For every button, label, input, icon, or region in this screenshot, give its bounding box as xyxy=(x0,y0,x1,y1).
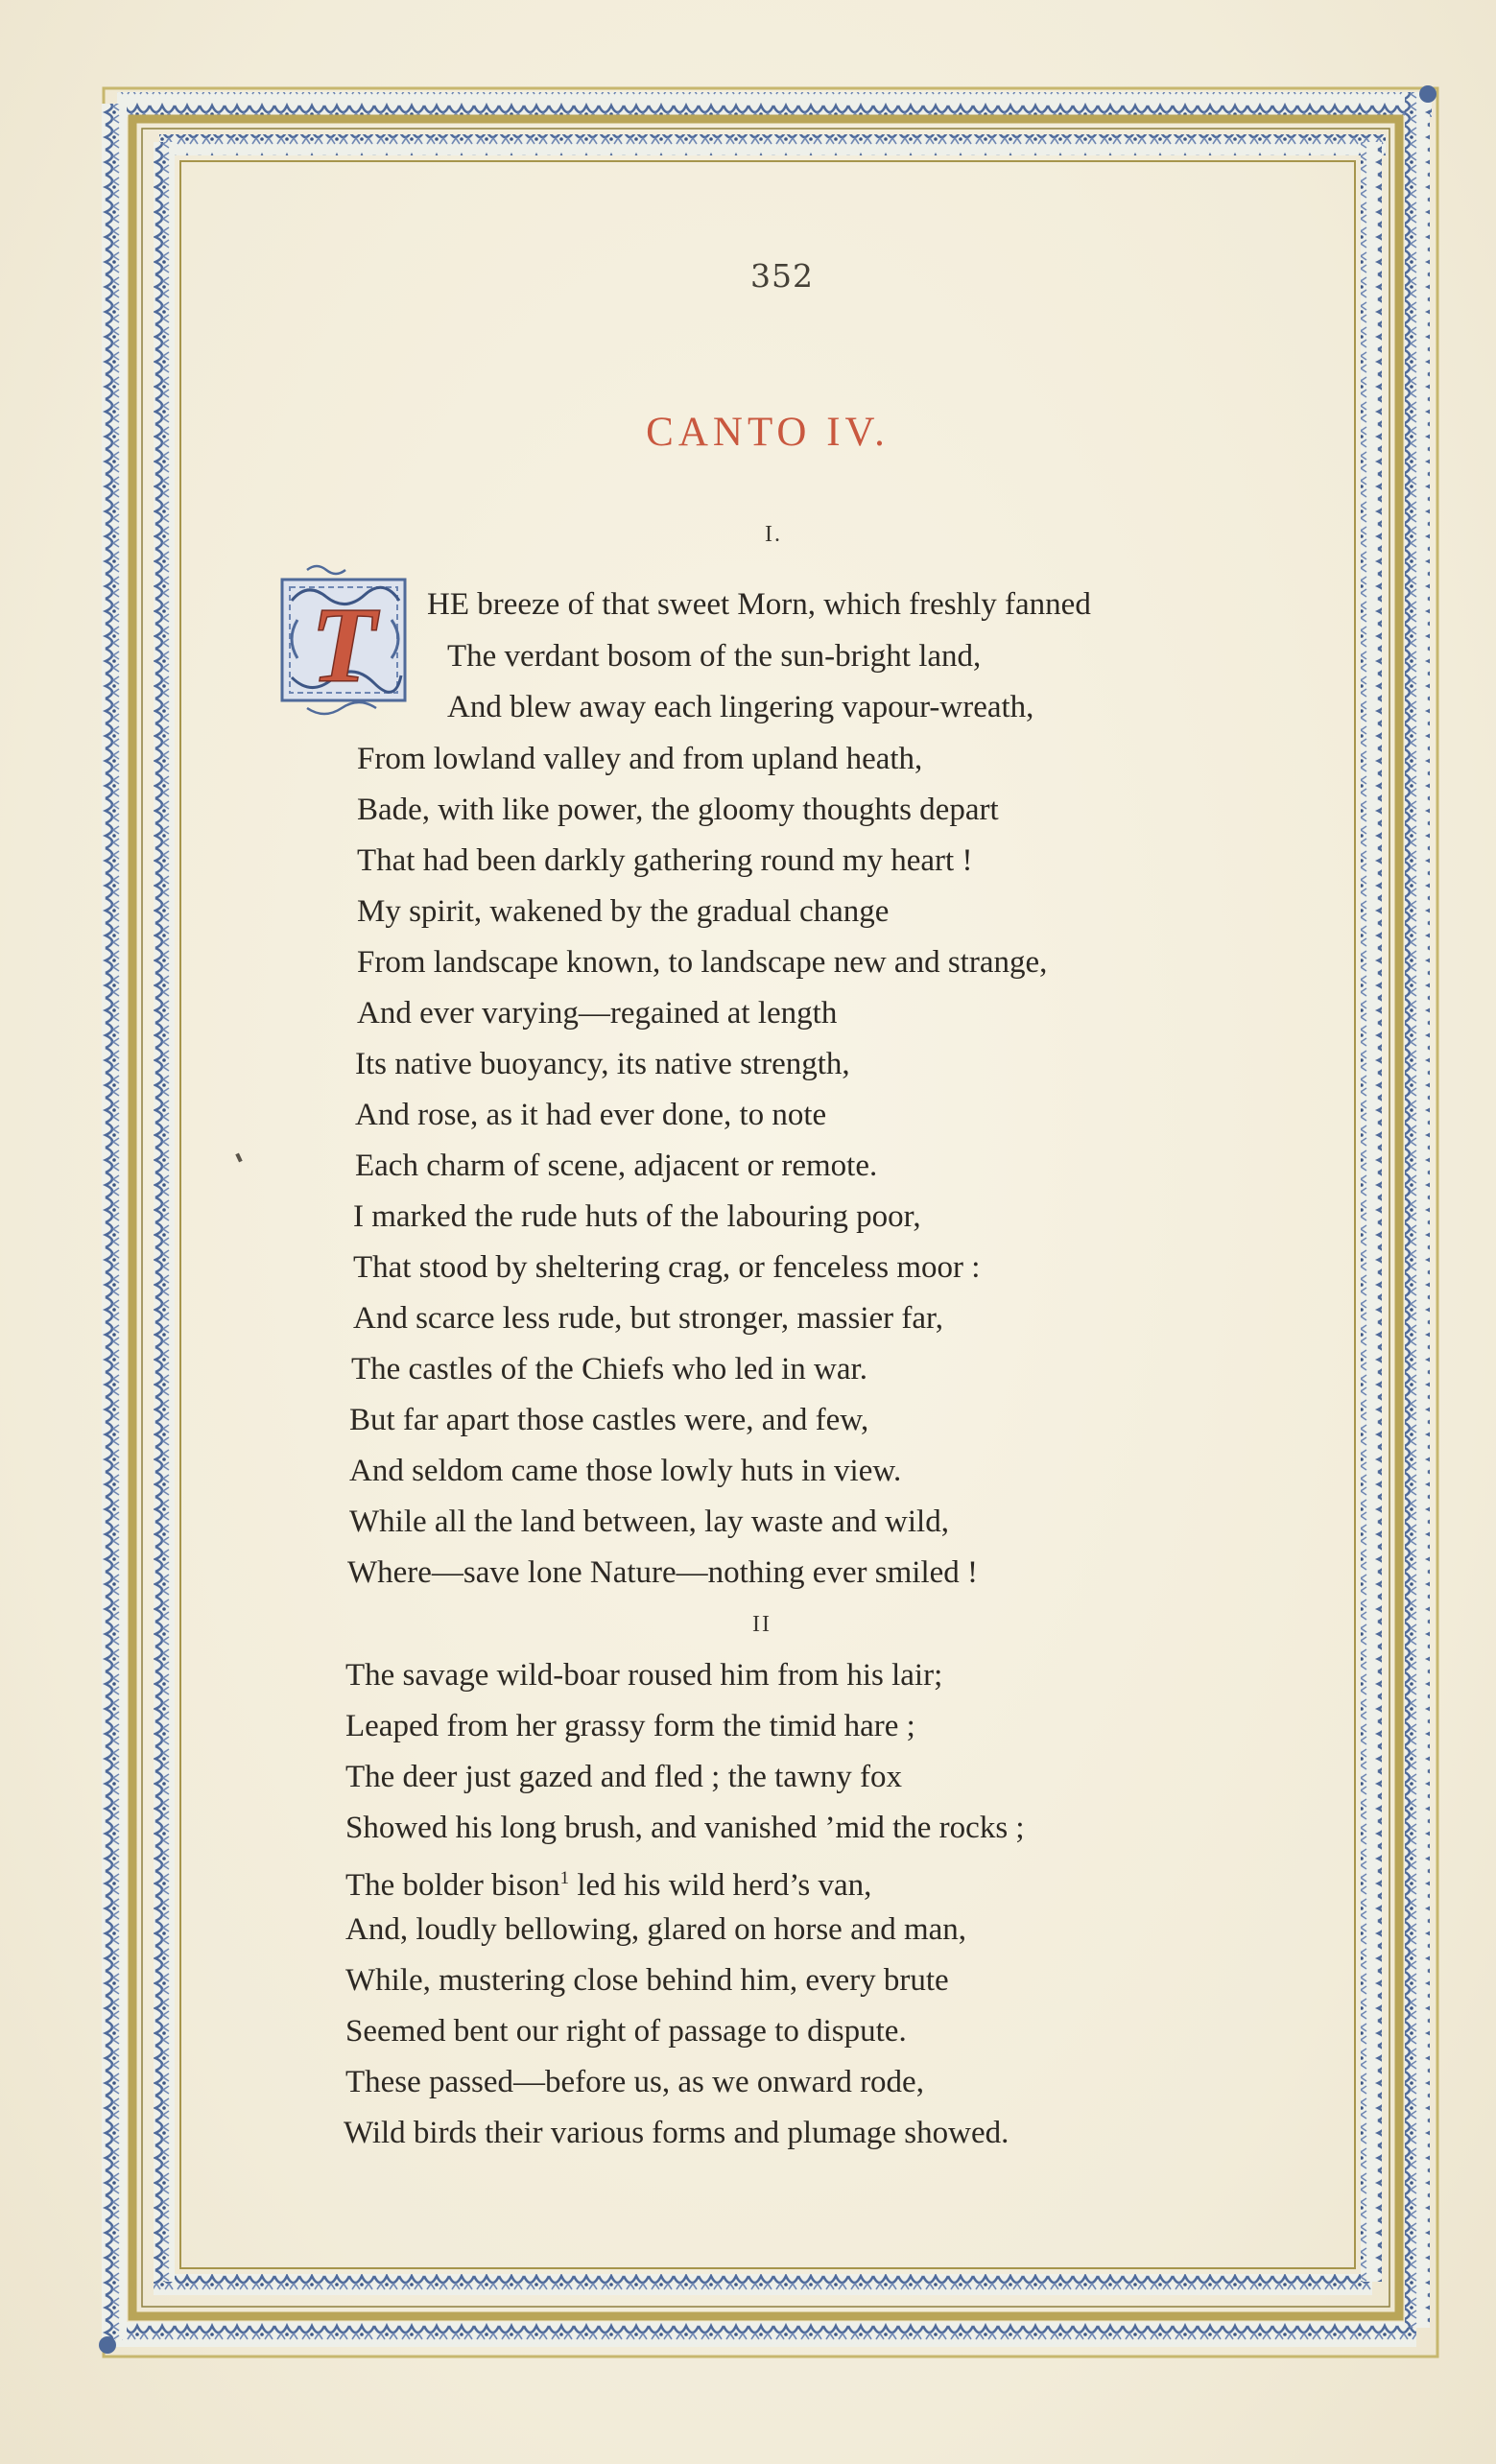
verse-line: HE breeze of that sweet Morn, which freshly fanned xyxy=(427,587,1091,622)
verse-line: That had been darkly gathering round my heart ! xyxy=(357,843,973,878)
verse-line: The castles of the Chiefs who led in war. xyxy=(351,1352,867,1386)
inner-right-band xyxy=(1361,142,1382,2282)
inner-left-band xyxy=(154,142,175,2282)
verse-line: Showed his long brush, and vanished ’mid the rocks ; xyxy=(345,1811,1025,1845)
verse-line: Leaped from her grassy form the timid hare ; xyxy=(345,1709,915,1743)
verse-line: And scarce less rude, but stronger, massier far, xyxy=(353,1301,943,1336)
border-left-band xyxy=(102,104,127,2339)
border-right-band xyxy=(1405,92,1430,2328)
verse-line: The savage wild-boar roused him from his lair; xyxy=(345,1658,943,1693)
drop-cap-letter: T xyxy=(310,586,377,705)
footnote-reference: 1 xyxy=(559,1868,570,1888)
verse-line: While, mustering close behind him, every brute xyxy=(345,1963,949,1998)
illuminated-drop-cap xyxy=(278,562,422,725)
verse-line: From lowland valley and from upland heath, xyxy=(357,742,923,776)
verse-line: Bade, with like power, the gloomy thoughts depart xyxy=(357,793,999,827)
verse-line: And ever varying—regained at length xyxy=(357,996,838,1031)
border-bottom-band xyxy=(102,2322,1416,2347)
verse-line: And blew away each lingering vapour-wreath, xyxy=(447,690,1034,724)
verse-line: Wild birds their various forms and plumage showed. xyxy=(344,2116,1009,2150)
verse-line: And seldom came those lowly huts in view. xyxy=(349,1454,902,1488)
corner-ornament-icon xyxy=(99,2336,116,2354)
verse-line: And, loudly bellowing, glared on horse and man, xyxy=(345,1912,967,1947)
verse-line: And rose, as it had ever done, to note xyxy=(355,1098,827,1132)
verse-line-start: The bolder bison xyxy=(345,1868,560,1903)
verse-line: Seemed bent our right of passage to dispute. xyxy=(345,2014,907,2049)
verse-line: My spirit, wakened by the gradual change xyxy=(357,894,890,929)
verse-line: The deer just gazed and fled ; the tawny fox xyxy=(345,1760,903,1794)
stanza-number-2: II xyxy=(752,1612,772,1637)
verse-line: Its native buoyancy, its native strength, xyxy=(355,1047,850,1081)
verse-line: I marked the rude huts of the labouring poor, xyxy=(353,1199,921,1234)
canto-heading: CANTO IV. xyxy=(646,410,890,455)
verse-line-rest: led his wild herd’s van, xyxy=(569,1868,872,1903)
verse-line: Where—save lone Nature—nothing ever smiled ! xyxy=(347,1555,979,1590)
border-top-band xyxy=(117,92,1432,117)
drop-cap-ornament-icon xyxy=(278,562,422,725)
verse-line: That stood by sheltering crag, or fenceless moor : xyxy=(353,1250,981,1285)
verse-line: These passed—before us, as we onward rode, xyxy=(345,2065,924,2099)
verse-line: While all the land between, lay waste and wild, xyxy=(349,1504,949,1539)
verse-line xyxy=(345,1860,871,1905)
inner-bottom-band xyxy=(154,2274,1372,2295)
corner-ornament-icon xyxy=(1419,85,1437,103)
inner-top-band xyxy=(159,134,1386,155)
page-number: 352 xyxy=(750,257,814,295)
verse-line: The verdant bosom of the sun-bright land, xyxy=(447,639,982,674)
verse-line: Each charm of scene, adjacent or remote. xyxy=(355,1149,878,1183)
verse-line: From landscape known, to landscape new and strange, xyxy=(357,945,1048,980)
verse-line: But far apart those castles were, and few, xyxy=(349,1403,869,1437)
stanza-number-1: I. xyxy=(765,522,782,547)
